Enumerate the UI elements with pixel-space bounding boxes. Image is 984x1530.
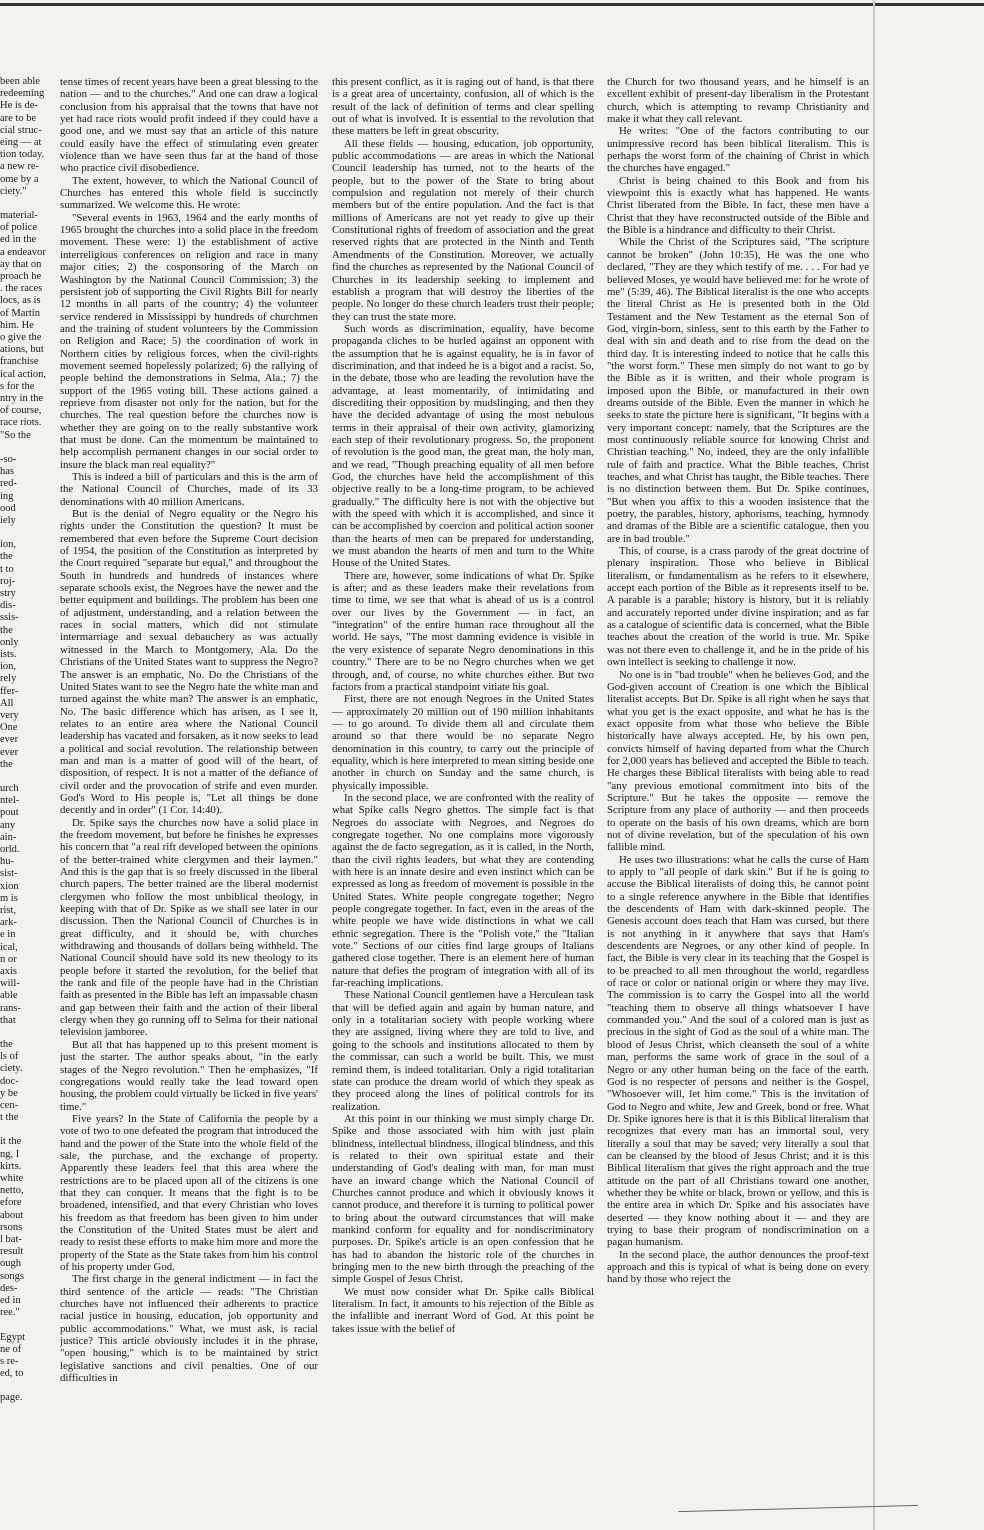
fragment-line: kirts.	[0, 1160, 22, 1172]
fragment-line: ssis-	[0, 612, 19, 624]
fragment-line: has	[0, 466, 14, 478]
fragment-line	[0, 442, 52, 454]
fragment-line: axis	[0, 966, 17, 978]
article-paragraph: While the Christ of the Scriptures said, "The scripture cannot be broken" (John 10:35), He was the one who declared, "They are they which testify of me. . . . For had ye believed Moses, ye would have believed me: for he wrote of me" (5:39, 46). The Biblical literalist is the one who accepts the literal Christ as He is presented both in the Old Testament and the New Testament as the eternal Son of God, virgin-born, sinless, sent to this earth by the Father to deal with sin and death and to rise from the dead on the third day. It is interesting indeed to notice that he calls this "the worst form." These men simply do not want to go by the Bible as it is written, and their whole program is imposed upon the Bible, or manufactured in their own dreams outside of the Bible. Even the manner in which he seeks to state the picture here is significant, "It begins with a very important concept: namely, that the Scriptures are the most continuously reliable source for knowing Christ and Christian teaching." No, indeed, they are the only infallible rule of faith and practice. What the Bible teaches, Christ teaches, and what Christ has taught, the Bible teaches. There is no distinction between them. But Dr. Spike continues, "But when you affix to this a wooden insistence that the poetry, the parables, history, aphorisms, teaching, hymnody and dramas of the Bible are a scientific catalogue, then you are in bad trouble."	[607, 236, 869, 545]
fragment-line: ffer-	[0, 685, 19, 697]
article-paragraph: The first charge in the general indictment — in fact the third sentence of the article — reads: "The Christian churches have not influenced their adherents to practice racial justice in housing, education, job opportunity and public accommodations." What, we must ask, is racial justice? This article obviously includes it in the phrase, "open housing," which is to be maintained by strict legislative sanctions and civil penalties. One of our difficulties in	[60, 1273, 318, 1385]
fragment-line: ever	[0, 746, 19, 758]
fragment-line: -so-	[0, 453, 17, 465]
fragment-line: ical,	[0, 941, 18, 953]
fragment-line: about	[0, 1209, 24, 1221]
article-paragraph: "Several events in 1963, 1964 and the early months of 1965 brought the churches into a solid place in the freedom movement. These were: 1) the establishment of active interreligious conferences on religion and race in many major cities; 2) the cosponsoring of the March on Washington by the National Council Commission; 3) the persistent job of supporting the Civil Rights Bill for nearly 12 months in all parts of the country; 4) the volunteer service rendered in Mississippi by hundreds of churchmen and the training of student volunteers by the Commission on Religion and Race; 5) the coordination of work in Northern cities by religious forces, when the civil-rights movement seemed hopelessly polarized; 6) the rallying of people behind the demonstrations in Selma, Ala.; 7) the support of the 1965 voting bill. These actions gained a reprieve from disaster not only for the nation, but for the churches. The real question before the churches now is whether they are going on to the really substantive work that must be done. Can the momentum be maintained to help accomplish permanent changes in our social order to insure the black man real equality?"	[60, 211, 318, 471]
article-paragraph: the Church for two thousand years, and he himself is an excellent exhibit of present-day liberalism in the Protestant church, which is attempting to revamp Christianity and make it what they call relevant.	[607, 76, 869, 126]
article-paragraph: The extent, however, to which the National Council of Churches has entered this whole field is succinctly summarized. We welcome this. He wrote:	[60, 174, 318, 212]
fragment-line: doc-	[0, 1075, 19, 1087]
article-column-3	[607, 76, 869, 1286]
fragment-line: ever	[0, 734, 19, 746]
fragment-line: ed, to	[0, 1368, 24, 1380]
fragment-line: urch	[0, 782, 19, 794]
fragment-line: eing — at	[0, 137, 42, 149]
fragment-line: ree."	[0, 1307, 20, 1319]
fragment-line	[0, 1124, 52, 1136]
fragment-line: songs	[0, 1270, 24, 1282]
fragment-line: ical action,	[0, 368, 47, 380]
fragment-line: tion today.	[0, 149, 45, 161]
fragment-line: ay that on	[0, 258, 42, 270]
fragment-line: xion	[0, 880, 19, 892]
fragment-line: the	[0, 551, 13, 563]
fragment-line: ciety."	[0, 185, 27, 197]
fragment-line: o give the	[0, 332, 42, 344]
article-paragraph: But is the denial of Negro equality or the Negro his rights under the Constitution the question? It must be remembered that even before the Supreme Court decision of 1954, the position of the Constitution as interpreted by the Court required "separate but equal," and throughout the South in hundreds and hundreds of instances where separate schools exist, the Negroes have the newer and the better equipment and buildings. The problem has been one of adjustment, understanding, and a relation between the races in social matters, which did not stimulate intermarriage and sexual debauchery as was actually witnessed in the March to Montgomery, Ala. Do the Christians of the United States want to suppress the Negro? The answer is an emphatic, No. Do the Christians of the United States want to see the Negro hate the white man and turned against the white man? The answer is an emphatic, No. The basic difference which has arisen, as I see it, relates to an entire area where the National Council leadership has vacated and forsaken, as it now seeks to lead a political and social revolution. The relationship between man and man is a matter of good will of the heart, of disposition, of respect. It is not a matter of the defiance of civil order and the provocation of strife and even murder. God's Word to His people is, "Let all things be done decently and in order" (1 Cor. 14:40).	[60, 508, 318, 817]
page-top-rule	[0, 3, 984, 6]
fragment-line: t to	[0, 563, 14, 575]
fragment-line: orld.	[0, 843, 20, 855]
fragment-line: ists.	[0, 648, 17, 660]
fragment-line: page.	[0, 1392, 23, 1404]
fragment-line: Egypt	[0, 1331, 26, 1343]
fragment-line: ations, but	[0, 344, 44, 356]
fragment-line: All	[0, 697, 14, 709]
fragment-line: ciety.	[0, 1063, 23, 1075]
left-column-fragment	[0, 76, 52, 1405]
fragment-line: ntry in the	[0, 393, 44, 405]
article-paragraph: All these fields — housing, education, job opportunity, public accommodations — are areas in which the National Council leadership has turned, not to the hearts of the people, but to the power of the State to bring about compulsion and regulation not merely of their church members but of the entire population. And the fact is that millions of Americans are not yet ready to give up their Constitutional rights of freedom of association and the great reserved rights that are protected in the Ninth and Tenth Amendments of the Constitution. Moreover, we actually find the churches as represented by the National Council of Churches in its leadership seeking to implement and establish a program that will destroy the liberties of the people. No longer do these church leaders trust their people; they can trust the state more.	[332, 137, 594, 323]
fragment-line: rely	[0, 673, 17, 685]
fragment-line	[0, 198, 52, 210]
fragment-line: ark-	[0, 917, 17, 929]
fragment-line: redeeming	[0, 88, 45, 100]
fragment-line: rans-	[0, 1002, 21, 1014]
article-paragraph: But all that has happened up to this present moment is just the starter. The author speaks about, "in the early stages of the Negro revolution." Then he emphasizes, "If congregations would really take the lead toward open housing, the problem could virtually be licked in five years' time."	[60, 1038, 318, 1113]
fragment-line: race riots.	[0, 417, 42, 429]
fragment-line: it the	[0, 1136, 22, 1148]
fragment-line: des-	[0, 1282, 18, 1294]
article-paragraph: Christ is being chained to this Book and from his viewpoint this is exactly what has happened. He wants Christ liberated from the Bible. In fact, these men have a Christ that they have reconstructed outside of the Bible and the Bible is a hindrance and difficulty to their Christ.	[607, 174, 869, 237]
fragment-line: rsons	[0, 1221, 23, 1233]
fragment-line: y be	[0, 1087, 18, 1099]
fragment-line: result	[0, 1246, 24, 1258]
fragment-line: . the races	[0, 283, 43, 295]
fragment-line: iely	[0, 514, 16, 526]
fragment-line: material-	[0, 210, 38, 222]
page-fold-shadow	[873, 0, 875, 1530]
article-paragraph: No one is in "bad trouble" when he believes God, and the God-given account of Creation is one which the Biblical literalist accepts. But Dr. Spike is all right when he says that what you get is the exact opposite, and what he has is the exact opposite from what those who believe the Bible historically have always accepted. He, by his own pen, convicts himself of having departed from what the Church for 2,000 years has believed and accepted the Bible to teach. He charges these Biblical literalists with being able to read "any previous emotional commitment into bits of the Scripture." But he takes the opposite — remove the Scripture from any place of authority — and then proceeds to operate on the basis of his own dreams, which are born not of divine revelation, but of the speculation of his own fallible mind.	[607, 668, 869, 854]
fragment-line: the	[0, 1039, 13, 1051]
article-paragraph: These National Council gentlemen have a Herculean task that will be defied again and again by human nature, and only in a totalitarian society with people working where they are assigned, living where they are told to live, and going to the schools and institutions allocated to them by the commissar, can such a world be built. This, we must remind them, is indeed totalitarian. Only a rigid totalitarian state can produce the dream world of which they speak as they proceed along the lines of political controls for its realization.	[332, 989, 594, 1113]
fragment-line: are to be	[0, 112, 37, 124]
fragment-line: efore	[0, 1197, 22, 1209]
fragment-line: the	[0, 624, 13, 636]
fragment-line: roj-	[0, 575, 16, 587]
article-column-2	[332, 76, 594, 1335]
fragment-line	[0, 1380, 52, 1392]
article-paragraph: In the second place, we are confronted with the reality of what Spike calls Negro ghettos. The simple fact is that Negroes do associate with Negroes, and Negroes do congregate together. No one complains more vigorously against the de facto segregation, as it is called, in the North, than the civil rights leaders, but what they are contending with here is an innate desire and even instinct which can be expressed as long as freedom of movement is possible in the United States. White people congregate together; Negro people congregate together. In fact, even in the areas of the white people we have wide distinctions in what we call ethnic segregation. There is the "Polish vote," the "Italian vote." Sections of our cities find large groups of Italians gathered close together. There is an element here of human nature that defies the program of integration with all of its far-reaching implications.	[332, 791, 594, 990]
fragment-line: that	[0, 1014, 16, 1026]
fragment-line: dis-	[0, 600, 16, 612]
fragment-line	[0, 771, 52, 783]
fragment-line: a new re-	[0, 161, 40, 173]
fragment-line: able	[0, 990, 18, 1002]
fragment-line: red-	[0, 478, 17, 490]
fragment-line: stry	[0, 587, 16, 599]
fragment-line: cen-	[0, 1100, 19, 1112]
fragment-line: "So the	[0, 429, 31, 441]
article-paragraph: Dr. Spike says the churches now have a solid place in the freedom movement, but before he finishes he expresses his concern that "a real rift developed between the opinions of the better-trained white clergymen and their laymen." And this is the gap that is so freely discussed in the liberal church papers. The better trained are the liberal modernist clergymen who follow the most unbiblical theology, in keeping with that of Dr. Spike as we shall see later in our discussion. Then the National Council of Churches is in great difficulty, and it should be, with churches withdrawing and thousands of dollars being withheld. The National Council should have sold its new theology to its people before it started the revolution, for the belief that the rank and file of the people have had in the Christian faith as presented in the Bible has left an impassable chasm and gap between their faith and the action of their liberal clergy when they go running off to Selma for their national television jamboree.	[60, 816, 318, 1039]
fragment-line: netto,	[0, 1185, 24, 1197]
bottom-ink-stroke	[678, 1505, 918, 1512]
article-paragraph: tense times of recent years have been a great blessing to the nation — and to the churches." And one can draw a logical conclusion from his appraisal that the towns that have not yet had race riots would profit indeed if they could have a good one, and we must say that an article of this nature could easily have the effect of stimulating even greater violence than we have seen thus far at the hand of those who practice civil disobedience.	[60, 76, 318, 175]
fragment-line: ng, I	[0, 1148, 20, 1160]
fragment-line: ed in the	[0, 234, 37, 246]
fragment-line: pout	[0, 807, 19, 819]
article-paragraph: At this point in our thinking we must simply charge Dr. Spike and those associated with him with just plain blindness, intellectual blindness, illogical blindness, and this is related to their own spiritual estate and their understanding of God's dealing with man, for man must have an inward change which the National Council of Churches cannot produce and which it obviously knows it cannot produce, and therefore it is turning to political power to bring about the outward circumstances that will make mankind conform for equality and for nondiscriminatory purposes. Dr. Spike's article is an open confession that he has had to abandon the historic role of the churches in bringing men to the new birth through the preaching of the simple Gospel of Jesus Christ.	[332, 1112, 594, 1286]
fragment-line: franchise	[0, 356, 39, 368]
fragment-line: ain-	[0, 831, 17, 843]
fragment-line: ome by a	[0, 173, 39, 185]
article-paragraph: In the second place, the author denounces the proof-text approach and this is typical of what is being done on every hand by those who reject the	[607, 1248, 869, 1286]
fragment-line	[0, 1320, 52, 1332]
fragment-line: him. He	[0, 319, 34, 331]
fragment-line: hu-	[0, 856, 14, 868]
fragment-line: ion,	[0, 661, 17, 673]
fragment-line: of course,	[0, 405, 42, 417]
fragment-line: ood	[0, 502, 16, 514]
fragment-line: ough	[0, 1258, 21, 1270]
article-paragraph: First, there are not enough Negroes in the United States — approximately 20 million out of 190 million inhabitants — to go around. To divide them all and circulate them around so that there would be no separate Negro denomination in this country, to carry out the principle of equality, which is here interpreted to mean sitting beside one another in church on Sunday and the same church, is physically impossible.	[332, 693, 594, 792]
fragment-line: He is de-	[0, 100, 38, 112]
article-paragraph: This, of course, is a crass parody of the great doctrine of plenary inspiration. Those who believe in Biblical literalism, or fundamentalism as he refers to it elsewhere, accept each portion of the Bible as it represents itself to be. A parable is a parable; history is history, but it is reliably and accurately reported under divine inspiration; and as far as a catalogue of scientific data is concerned, what the Bible teaches about the creation of the world is true. Mr. Spike was not there even to challenge it, and he in the pride of his own intellect is seeking to challenge it now.	[607, 545, 869, 669]
fragment-line: m is	[0, 892, 18, 904]
fragment-line: cial struc-	[0, 124, 42, 136]
fragment-line: proach he	[0, 271, 42, 283]
fragment-line	[0, 527, 52, 539]
fragment-line: will-	[0, 978, 20, 990]
fragment-line: rist,	[0, 905, 17, 916]
fragment-line: t the	[0, 1112, 19, 1124]
fragment-line: ing	[0, 490, 14, 502]
fragment-line: ed in	[0, 1295, 21, 1307]
fragment-line: been able	[0, 76, 40, 87]
article-paragraph: Such words as discrimination, equality, have become propaganda cliches to be hurled against an opponent with the assumption that he is against equality, he is in favor of discrimination, and that indeed he is a bigot and a racist. So, in the debate, those who are leading the revolution have the advantage, at least momentarily, of intimidating and discrediting their opposition by mudslinging, and then they have the decided advantage of using the most nebulous terms in their appraisal of their own activity, glamorizing each step of their revolutionary progress. So, the proponent of revolution is the good man, the great man, the holy man, and we read, "Though preaching equality of all men before God, the churches have held the accomplishment of this objective really to be a long-time program, to be achieved gradually." The difficulty here is not with the objective but with the speed with which it is accomplished, and since it can be accomplished by coercion and political action sooner than the hearts of men can be prepared for understanding, we must abandon the hearts of men and turn to the White House of the United States.	[332, 322, 594, 570]
fragment-line: One	[0, 722, 18, 734]
fragment-line: a endeavor	[0, 246, 46, 258]
fragment-line: n or	[0, 953, 17, 965]
fragment-line: e in	[0, 929, 16, 941]
article-paragraph: This is indeed a bill of particulars and this is the arm of the National Council of Churches, made of its 33 denominations with 40 million Americans.	[60, 471, 318, 508]
fragment-line: ls of	[0, 1051, 19, 1063]
article-paragraph: We must now consider what Dr. Spike calls Biblical literalism. In fact, it amounts to his rejection of the Bible as the infallible and inerrant Word of God. At this point he takes issue with the belief of	[332, 1285, 594, 1335]
fragment-line: of police	[0, 222, 38, 234]
fragment-line: s for the	[0, 380, 35, 392]
fragment-line: white	[0, 1173, 24, 1185]
fragment-line: ion,	[0, 539, 17, 551]
article-paragraph: He writes: "One of the factors contributing to our unimpressive record has been biblical literalism. This is perhaps the worst form of the chaining of Christ in which the churches have engaged."	[607, 125, 869, 175]
fragment-line: of Martin	[0, 307, 40, 319]
fragment-line: the	[0, 758, 13, 770]
fragment-line: locs, as is	[0, 295, 41, 307]
fragment-line: only	[0, 636, 19, 648]
fragment-line: ne of	[0, 1343, 22, 1355]
fragment-line: very	[0, 709, 19, 721]
fragment-line: s re-	[0, 1355, 19, 1367]
article-paragraph: He uses two illustrations: what he calls the curse of Ham to apply to "all people of dark skin." But if he is going to accuse the Biblical literalists of doing this, he cannot point to a single reference anywhere in the Bible that identifies the descendents of Ham with dark-skinned people. The Genesis account does teach that Ham was cursed, but there is not anything in it anywhere that says that Ham's descendents are Negroes, or any other kind of people. In fact, the Bible is very clear in its teaching that the Gospel is to be preached to all men throughout the world, regardless of race or color or national origin or where they may live. The commission is to carry the Gospel into all the world "teaching them to observe all things whatsoever I have commanded you." And the soul of a colored man is just as precious in the sight of God as the soul of a white man. The blood of Jesus Christ, which cleanseth the soul of a white man, performs the same work of grace in the soul of a Negro or any other human being on the face of the earth. God is no respecter of persons and neither is the Gospel, "Whosoever will, let him come." This is the invitation of God to Negro and white, Jew and Greek, bond or free. What Dr. Spike ignores here is that it is this Biblical literalism that recognizes that every man has an immortal soul, very literally a soul that may be saved; very literally a soul that can be cleansed by the blood of Jesus Christ; and it is this Biblical literalism that gives the right approach and the true attitude on the part of all Christians toward one another, whether they be white or black, brown or yellow, and this is the entire area in which Dr. Spike and his associates have deserted — they know nothing about it — and they are trying to base their program of nondiscrimination on a pagan humanism.	[607, 853, 869, 1249]
article-paragraph: There are, however, some indications of what Dr. Spike is after; and as these leaders make their revelations from time to time, we see that what is ahead of us is a control over our lives by the Government — in fact, an "integration" of the entire human race throughout all the world. He says, "The most damning evidence is visible in the very existence of separate Negro denominations in this country." There are to be no Negro churches when we get through, and, of course, no white churches either. But two factors from a practical standpoint vitiate his goal.	[332, 569, 594, 693]
fragment-line: ntel-	[0, 795, 20, 807]
article-paragraph: this present conflict, as it is raging out of hand, is that there is a great area of uncertainty, confusion, all of which is the result of the lack of definition of terms and clear spelling out of what is involved. It is essential to the revolution that these matters be left in great obscurity.	[332, 76, 594, 138]
fragment-line	[0, 1027, 52, 1039]
fragment-line: any	[0, 819, 16, 831]
fragment-line: sist-	[0, 868, 18, 880]
article-column-1	[60, 76, 318, 1384]
article-paragraph: Five years? In the State of California the people by a vote of two to one defeated the program that introduced the hand and the power of the State into the whole field of the sale, the purchase, and the exchange of property. Apparently these leaders feel that this area where the restrictions are to be placed upon all of the citizens is one that they can conquer. It means that the fight is to be broadened, intensified, and that every Christian who loves his freedom as that freedom has been given to him under the Constitution of the United States must be alert and ready to resist these efforts to make him more and more the property of the State as the State takes from him his control of his property under God.	[60, 1112, 318, 1273]
fragment-line: l bat-	[0, 1234, 22, 1246]
